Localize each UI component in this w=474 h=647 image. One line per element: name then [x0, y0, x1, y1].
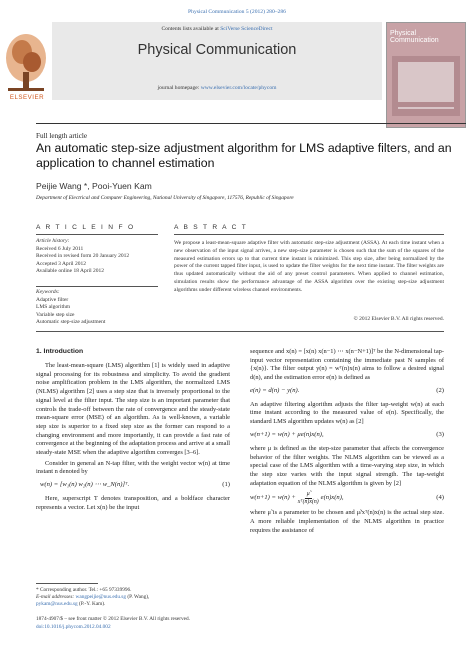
- doi-line: [36, 624, 336, 631]
- right-paragraph: sequence and x(n) = [x(n) x(n−1) ⋯ x(n−N+1)]ᵀ be the N-dimensional tap-input vector representation containing the immediate past N samples of {x(n)}. The filter output y(n) = wᵀ(n)x(n) aims to follow a desired signal d(n), and the estimation error e(n) is defined as: [250, 348, 444, 382]
- equation-2-number: (2): [436, 386, 444, 394]
- article-info-rule: [36, 234, 158, 235]
- keyword-item: Adaptive filter: [36, 296, 69, 303]
- article-type: Full length article: [36, 132, 88, 140]
- equation-4-fraction: [298, 491, 319, 505]
- equation-4-denominator: xᵀ(n)x(n): [297, 498, 319, 505]
- equation-3: [250, 431, 444, 440]
- history-accepted: Accepted 3 April 2012: [36, 260, 86, 267]
- journal-reference[interactable]: Physical Communication 5 (2012) 280–286: [188, 9, 286, 15]
- homepage-prefix: journal homepage:: [157, 85, 201, 91]
- footnote-rule: [36, 583, 98, 584]
- history-label: Article history:: [36, 238, 70, 244]
- equation-3-number: (3): [436, 430, 444, 438]
- journal-name: Physical Communication: [137, 42, 297, 58]
- equation-3-body: w(n+1) = w(n) + μe(n)x(n),: [250, 430, 324, 438]
- issn-line: 1874-4907/$ – see front matter © 2012 Elsevier B.V. All rights reserved.: [36, 616, 190, 622]
- abstract-heading: A B S T R A C T: [174, 224, 248, 231]
- affiliation: Department of Electrical and Computer Engineering, National University of Singapore, 117576, Republic of Singapore: [36, 195, 294, 201]
- homepage-line: [52, 85, 382, 91]
- email-label: E-mail addresses:: [36, 594, 76, 601]
- email-link-wang[interactable]: wangpeijie@nus.edu.sg: [75, 594, 127, 601]
- equation-1-body: w(n) = [w₁(n) w₂(n) ⋯ w_N(n)]ᵀ.: [40, 481, 130, 489]
- equation-4: [250, 491, 444, 505]
- abstract-text: We propose a least-mean-square adaptive filter with automatic step-size adjustment (ASSA). At each time instant when a new observation of the input signal arrives, a new step-size parameter is chosen such that the sum of the squares of the measured estimation errors up to that current time instant is minimized. This step size, after being normalized by the power of the current tapped filter input, is used to update the filter weights for the next time instant. The filter weights are thus updated automatically without the aid of any preset control parameters. When applied to channel estimation, simulation results show the performance advantage of the ASSA algorithm over the existing step-size adjustment algorithms under different wireless channel environments.: [174, 240, 444, 293]
- keyword-item: LMS algorithm: [36, 304, 71, 311]
- keyword-item: Automatic step-size adjustment: [36, 319, 106, 326]
- right-paragraph: where μ is defined as the step-size parameter that affects the convergence behavior of the filter weights. The NLMS algorithm can be viewed as a special case of the LMS algorithm with a time-varying step size, in which the step size varies with the input signal strength. The tap-weight adaptation equation of the NLMS algorithm is given by [2]: [250, 444, 444, 487]
- equation-4-number: (4): [436, 493, 444, 501]
- email-link-kam[interactable]: pykam@nus.edu.sg: [36, 601, 78, 608]
- article-history: [36, 238, 161, 276]
- doi-link[interactable]: doi:10.1016/j.phycom.2012.04.002: [36, 624, 111, 630]
- abstract-copyright: © 2012 Elsevier B.V. All rights reserved.: [353, 316, 444, 322]
- section-heading-introduction: 1. Introduction: [36, 348, 84, 355]
- history-received: Received 6 July 2011: [36, 245, 84, 252]
- equation-2: [250, 387, 444, 396]
- article-title: An automatic step-size adjustment algorithm for LMS adaptive filters, and an application to channel estimation: [36, 141, 452, 170]
- keyword-item: Variable step size: [36, 311, 75, 318]
- homepage-link[interactable]: www.elsevier.com/locate/phycom: [200, 85, 277, 91]
- equation-1-number: (1): [222, 481, 230, 489]
- right-column: [250, 348, 444, 537]
- intro-paragraph: The least-mean-square (LMS) algorithm [1] is widely used in adaptive signal processing for its robustness and simplicity. To avoid the gradient noise amplification problem in the LMS algorithm, the normalized LMS (NLMS) algorithm [2] uses a step size that is inversely proportional to the signal level at the filter input. The step size is an important parameter that controls the trade-off between the rate of convergence and the steady-state mean-square error (MSE) of an algorithm. As is well-known, a variable step size is superior to a fixed step size as the former can respond to a changing environment and more importantly, it can provide a fast rate of convergence at the beginning of the adaptation process and arrive at a small steady-state MSE when the adaptive algorithm converges [3–6].: [36, 362, 230, 457]
- abstract-bottom-rule: [36, 331, 444, 332]
- right-paragraph: An adaptive filtering algorithm adjusts the filter tap-weight w(n) at each time instant according to the measured value of e(n). Specifically, the standard LMS algorithm updates w(n) as [2]: [250, 400, 444, 426]
- email-line-2: [36, 601, 230, 608]
- email-name-kam: (P.-Y. Kam).: [77, 601, 106, 608]
- equation-1: [36, 481, 230, 490]
- equation-4-numerator: μ̃: [306, 491, 310, 498]
- email-name-wang: (P. Wang),: [126, 594, 150, 601]
- keywords-label: Keywords:: [36, 289, 60, 295]
- cover-artwork: [392, 56, 460, 116]
- keywords: [36, 289, 161, 327]
- authors[interactable]: Peijie Wang *, Pooi-Yuen Kam: [36, 181, 152, 191]
- equation-4-body: [250, 491, 344, 505]
- intro-paragraph: Here, superscript T denotes transposition, and a boldface character represents a vector. Let x(n) be the input: [36, 495, 230, 511]
- contents-prefix: Contents lists available at: [161, 26, 221, 32]
- left-column: [36, 362, 230, 515]
- equation-2-body: e(n) = d(n) − y(n).: [250, 386, 300, 394]
- footnote-corresponding: [36, 587, 230, 608]
- abstract-rule: [174, 234, 444, 235]
- cover-title: Physical Communication: [390, 30, 439, 45]
- history-revised: Received in revised form 20 January 2012: [36, 253, 130, 260]
- contents-line: [52, 26, 382, 32]
- intro-paragraph: Consider in general an N-tap filter, with the weight vector w(n) at time instant n denoted by: [36, 459, 230, 476]
- elsevier-tree-logo: [0, 22, 52, 100]
- corresponding-author: * Corresponding author. Tel.: +65 97339996.: [36, 587, 132, 593]
- elsevier-wordmark: ELSEVIER: [9, 94, 45, 101]
- history-online: Available online 18 April 2012: [36, 268, 105, 275]
- equation-4-rhs: e(n)x(n),: [320, 493, 344, 501]
- right-paragraph: where μ̃ is a parameter to be chosen and μ̃/xᵀ(n)x(n) is the actual step size. A more reliable implementation of the NLMS algorithm in practice requires the assistance of: [250, 509, 444, 534]
- history-rule: [36, 286, 158, 287]
- sciverse-link[interactable]: SciVerse ScienceDirect: [220, 26, 273, 32]
- article-info-heading: A R T I C L E I N F O: [36, 224, 135, 231]
- equation-4-lhs: w(n+1) = w(n) +: [250, 493, 296, 501]
- header-rule: [36, 123, 466, 124]
